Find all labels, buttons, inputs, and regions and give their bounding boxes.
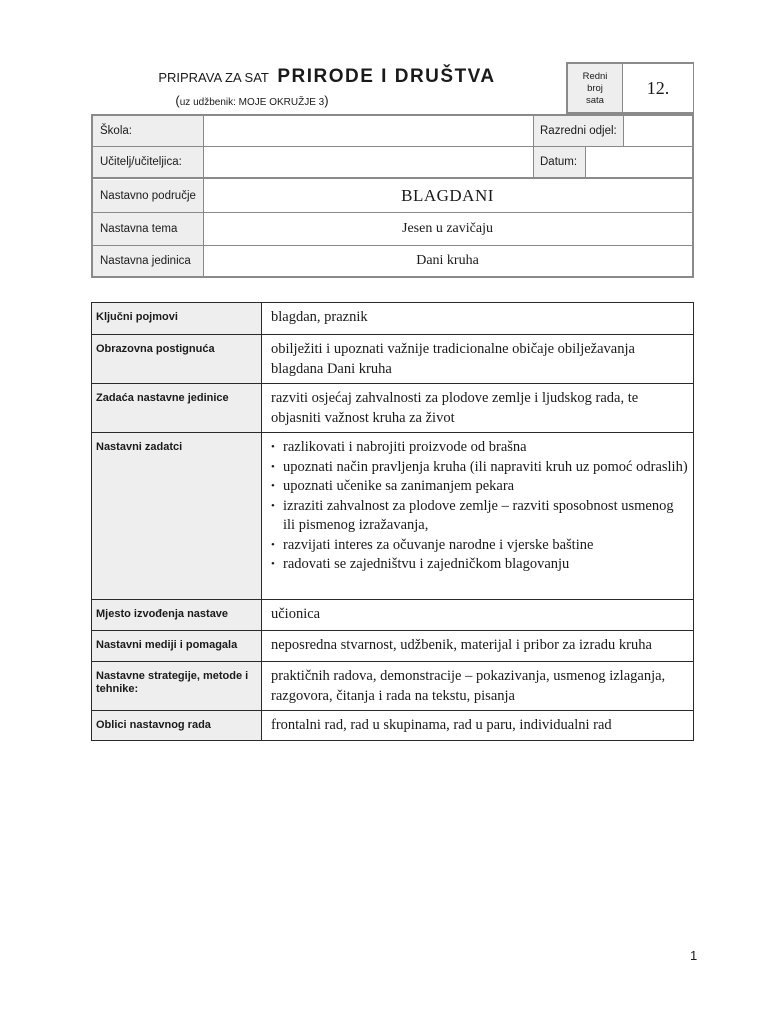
table-row: [92, 600, 694, 631]
class-label: Razredni odjel:: [533, 116, 623, 146]
teacher-label: Učitelj/učiteljica:: [93, 147, 203, 177]
table-row: [92, 303, 694, 335]
list-item: • upoznati način pravljenja kruha (ili napraviti kruh uz pomoć odraslih): [271, 458, 689, 478]
document-title: [92, 66, 562, 88]
list-item: • razvijati interes za očuvanje narodne i vjerske baštine: [271, 536, 689, 556]
row-value: [262, 433, 694, 600]
textbook-note: [92, 93, 412, 108]
row-value: blagdan, praznik: [262, 303, 694, 335]
row-value: neposredna stvarnost, udžbenik, materijal i pribor za izradu kruha: [262, 631, 694, 662]
topic-label: Nastavna tema: [93, 213, 203, 245]
row-label: Mjesto izvođenja nastave: [92, 600, 262, 631]
paren-open: (: [175, 93, 180, 108]
info-divider: [93, 177, 692, 179]
teacher-field[interactable]: [203, 147, 533, 177]
task-list: [271, 438, 689, 575]
lesson-number-label-line: broj: [587, 83, 603, 94]
lesson-number-label-line: Redni: [582, 71, 608, 82]
info-divider: [623, 116, 624, 146]
lesson-number-label-line: sata: [586, 95, 604, 106]
date-field[interactable]: [585, 147, 692, 177]
row-label: Oblici nastavnog rada: [92, 711, 262, 741]
school-label: Škola:: [93, 116, 203, 146]
table-row: [92, 335, 694, 384]
lesson-number-label: [568, 66, 622, 112]
list-item: • izraziti zahvalnost za plodove zemlje – razviti sposobnost usmenog ili pismenog izražavanja,: [271, 497, 689, 536]
page-number: 1: [690, 948, 698, 963]
info-box: [91, 114, 694, 278]
table-row: [92, 662, 694, 711]
area-label: Nastavno područje: [93, 180, 203, 212]
topic-value: Jesen u zavičaju: [402, 221, 493, 236]
info-divider: [585, 147, 586, 177]
table-row: [92, 433, 694, 600]
row-label: Obrazovna postignuća: [92, 335, 262, 384]
class-field[interactable]: [623, 116, 692, 146]
table-row: [92, 711, 694, 741]
table-row: [92, 384, 694, 433]
info-divider: [533, 116, 534, 177]
list-item: • razlikovati i nabrojiti proizvode od brašna: [271, 438, 689, 458]
row-label: Ključni pojmovi: [92, 303, 262, 335]
info-divider: [93, 245, 692, 246]
unit-value: Dani kruha: [416, 253, 479, 268]
info-divider: [203, 116, 204, 276]
row-value: učionica: [262, 600, 694, 631]
info-divider: [93, 146, 692, 147]
date-label: Datum:: [533, 147, 585, 177]
textbook-name: uz udžbenik: MOJE OKRUŽJE 3: [179, 97, 325, 108]
lesson-number-value: 12.: [622, 64, 693, 112]
row-value: praktičnih radova, demonstracije – pokazivanja, usmenog izlaganja, razgovora, čitanja i rada na tekstu, pisanja: [262, 662, 694, 711]
info-divider: [93, 212, 692, 213]
row-label: Zadaća nastavne jedinice: [92, 384, 262, 433]
lesson-number-box: [566, 62, 694, 114]
row-label: Nastavne strategije, metode i tehnike:: [92, 662, 262, 711]
title-subject: PRIRODE I DRUŠTVA: [277, 66, 496, 87]
row-label: Nastavni zadatci: [92, 433, 262, 600]
area-value: BLAGDANI: [401, 186, 494, 205]
list-item: • radovati se zajedništvu i zajedničkom blagovanju: [271, 555, 689, 575]
paren-close: ): [324, 93, 329, 108]
lesson-plan-table: [91, 302, 694, 741]
row-value: frontalni rad, rad u skupinama, rad u paru, individualni rad: [262, 711, 694, 741]
title-prefix: PRIPRAVA ZA SAT: [158, 70, 269, 85]
unit-label: Nastavna jedinica: [93, 246, 203, 276]
row-label: Nastavni mediji i pomagala: [92, 631, 262, 662]
table-row: [92, 631, 694, 662]
row-value: obilježiti i upoznati važnije tradicionalne običaje obilježavanja blagdana Dani kruha: [262, 335, 694, 384]
list-item: • upoznati učenike sa zanimanjem pekara: [271, 477, 689, 497]
row-value: razviti osjećaj zahvalnosti za plodove zemlje i ljudskog rada, te objasniti važnost kruha za život: [262, 384, 694, 433]
